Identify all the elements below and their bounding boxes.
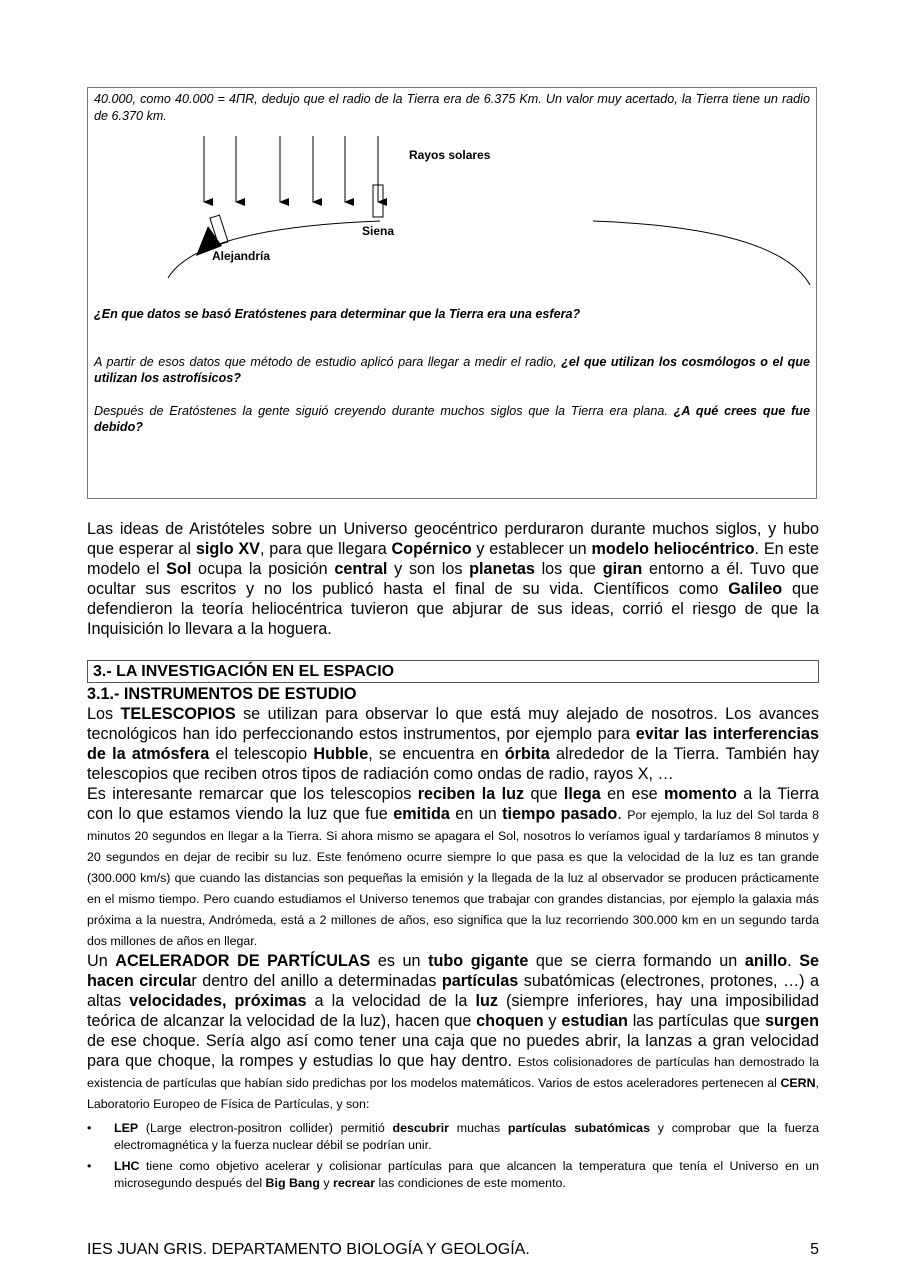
text-run: CERN [780,1076,816,1090]
text-run: muchas [448,1121,508,1135]
page-number: 5 [810,1241,819,1258]
paragraph-luz [87,784,819,951]
text-run: partículas [441,972,519,990]
text-run: los que [534,560,603,578]
text-run: (siempre inferiores, hay una imposibilidad teórica de alcanzar la velocidad de la luz), hacen que [87,992,819,1030]
text-run: , Laboratorio Europeo de Física de Partículas, y son: [87,1076,819,1111]
text-run: Por ejemplo, la luz del Sol tarda 8 minutos 20 segundos en llegar a la Tierra. Si ahora mismo se apagara el Sol, nosotros lo veríamos igual y tardaríamos 8 minutos y 20 segundos en dejar de recibir su luz. Este fenómeno ocurre siempre lo que pasa es que la velocidad de la luz es tan grande (300.000 km/s) que cuando las distancias son pequeñas la emisión y la llegada de la luz al observador se producen prácticamente en el mismo tiempo. Pero cuando estudiamos el Universo tenemos que trabajar con grandes distancias, por ejemplo la galaxia más próxima a la nuestra, Andrómeda, está a 2 millones de años, eso significa que la luz recorriendo 300.000 km en un segundo tarda dos millones de años en llegar. [87,808,819,948]
text-run: Copérnico [391,540,472,558]
text-run: modelo heliocéntrico [591,540,755,558]
text-run: choquen [476,1012,544,1030]
text-run: órbita [504,745,550,763]
text-run: descubrir [392,1121,449,1135]
question-2 [94,354,810,387]
text-run: giran [602,560,643,578]
text-run: anillo [744,952,788,970]
alejandria-label: Alejandría [212,249,271,263]
subsection-title: 3.1.- INSTRUMENTOS DE ESTUDIO [87,685,357,703]
text-run: se utilizan para observar lo que está muy alejado de nosotros. Los avances tecnológicos han ido perfeccionando estos instrumentos, por ejemplo para [87,705,819,743]
text-run: Los [87,705,121,723]
text-run: central [334,560,388,578]
text-run: reciben la luz [417,785,525,803]
question-1 [94,306,810,323]
text-run: ¿el que utilizan los cosmólogos o el que utilizan los astrofísicos? [94,354,810,385]
bullet-lep [87,1120,819,1154]
text-run: ACELERADOR DE PARTÍCULAS [115,952,371,970]
text-run: que defendieron la teoría heliocéntrica tuvieron que abjurar de sus ideas, corrió el riesgo de que la Inquisición lo llevara a la hoguera. [87,580,819,638]
text-run: Un [87,952,116,970]
text-run: A partir de esos datos que método de estudio aplicó para llegar a medir el radio, [94,354,562,369]
text-run: de ese choque. Sería algo así como tener una caja que no puedes abrir, la lanzas a gran velocidad para que choque, la rompes y estudias lo que hay dentro. [87,1032,819,1070]
spacer [87,1192,819,1240]
text-run: Sol [166,560,192,578]
text-run: recrear [333,1176,376,1190]
page-footer [87,1240,819,1280]
text-run: emitida [393,805,450,823]
text-run: partículas subatómicas [507,1121,650,1135]
text-run: ocupa la posición [191,560,335,578]
text-run: Galileo [728,580,783,598]
text-run: tubo gigante [428,952,529,970]
bullet-lhc [87,1158,819,1192]
text-run: LHC [114,1159,140,1173]
text-run: ¿En que datos se basó Eratóstenes para determinar que la Tierra era una esfera? [94,307,581,321]
footer-text: IES JUAN GRIS. DEPARTAMENTO BIOLOGÍA Y GEOLOGÍA. [87,1241,530,1258]
bullet-text [114,1158,819,1192]
text-run: es un [370,952,429,970]
bullet-icon: • [87,1159,92,1173]
text-run: tiempo pasado [502,805,618,823]
text-run: Es interesante remarcar que los telescopios [87,785,418,803]
diagram-area [88,136,816,296]
text-run: llega [563,785,601,803]
text-run: que [524,785,564,803]
paragraph-copernico [87,519,819,639]
text-run: a la velocidad de la [306,992,476,1010]
text-run: 40.000, como 40.000 = 4ΠR, dedujo que el radio de la Tierra era de 6.375 Km. Un valor muy acertado, la Tierra tiene un radio de 6.370 km. [94,92,810,123]
bullet-text [114,1120,819,1154]
text-run: momento [664,785,737,803]
earth-curve-right [593,221,810,285]
text-run: . En este modelo el [87,540,819,578]
text-run: a la Tierra con lo que estamos viendo la luz que fue [87,785,819,823]
text-run: ¿A qué crees que fue debido? [94,403,810,434]
text-run: y son los [387,560,470,578]
text-run: en un [449,805,503,823]
bullet-icon: • [87,1121,92,1135]
text-run: planetas [469,560,535,578]
text-run: luz [475,992,498,1010]
text-run: y comprobar que la fuerza electromagnética y la fuerza nuclear débil se podrían unir. [114,1121,819,1152]
text-run: siglo XV [195,540,260,558]
text-run: Hubble [313,745,369,763]
text-run: que se cierra formando un [528,952,745,970]
text-run: Se hacen circula [87,952,819,990]
text-run: Estos colisionadores de partículas han demostrado la existencia de partículas que habían sido predichas por los modelos matemáticos. Varios de estos aceleradores pertenecen al [87,1055,819,1090]
text-run: alrededor de la Tierra. También hay telescopios que reciben otros tipos de radiación como ondas de radio, rayos X, … [87,745,820,783]
text-run: en ese [600,785,664,803]
text-run: TELESCOPIOS [120,705,236,723]
siena-label: Siena [362,224,395,238]
question-3 [94,403,810,436]
sun-rays [204,136,378,202]
text-run: (Large electron-positron collider) permitió [138,1121,393,1135]
paragraph-telescopios [87,704,819,784]
text-run: y [319,1176,334,1190]
text-run: , se encuentra en [368,745,505,763]
text-run: las condiciones de este momento. [375,1176,566,1190]
text-run: LEP [114,1121,139,1135]
text-run: Después de Eratóstenes la gente siguió creyendo durante muchos siglos que la Tierra era plana. [94,403,674,418]
text-run: Big Bang [265,1176,320,1190]
text-run: y establecer un [471,540,592,558]
rays-label: Rayos solares [409,148,491,162]
text-run: evitar las interferencias de la atmósfera [87,725,819,763]
box-intro [94,91,810,124]
text-run: r dentro del anillo a determinadas [191,972,442,990]
text-run: . [617,805,628,823]
text-run: subatómicas (electrones, protones, …) a altas [87,972,819,1010]
text-run: las partículas que [627,1012,766,1030]
section-title: 3.- LA INVESTIGACIÓN EN EL ESPACIO [87,660,819,683]
text-run: velocidades, próximas [129,992,307,1010]
activity-box [87,87,817,499]
text-run: entorno a él. Tuvo que ocultar sus escritos y no los publicó hasta el final de su vida. Científicos como [87,560,819,598]
text-run: . [787,952,800,970]
text-run: estudian [561,1012,628,1030]
text-run: , para que llegara [259,540,392,558]
text-run: y [543,1012,562,1030]
document-page [87,0,819,1280]
text-run: tiene como objetivo acelerar y colisionar partículas para que alcancen la temperatura que tenía el Universo en un microsegundo después del [114,1159,819,1190]
paragraph-acelerador [87,951,819,1114]
text-run: surgen [765,1012,820,1030]
text-run: el telescopio [209,745,314,763]
text-run: Las ideas de Aristóteles sobre un Universo geocéntrico perduraron durante muchos siglos, y hubo que esperar al [87,520,819,558]
